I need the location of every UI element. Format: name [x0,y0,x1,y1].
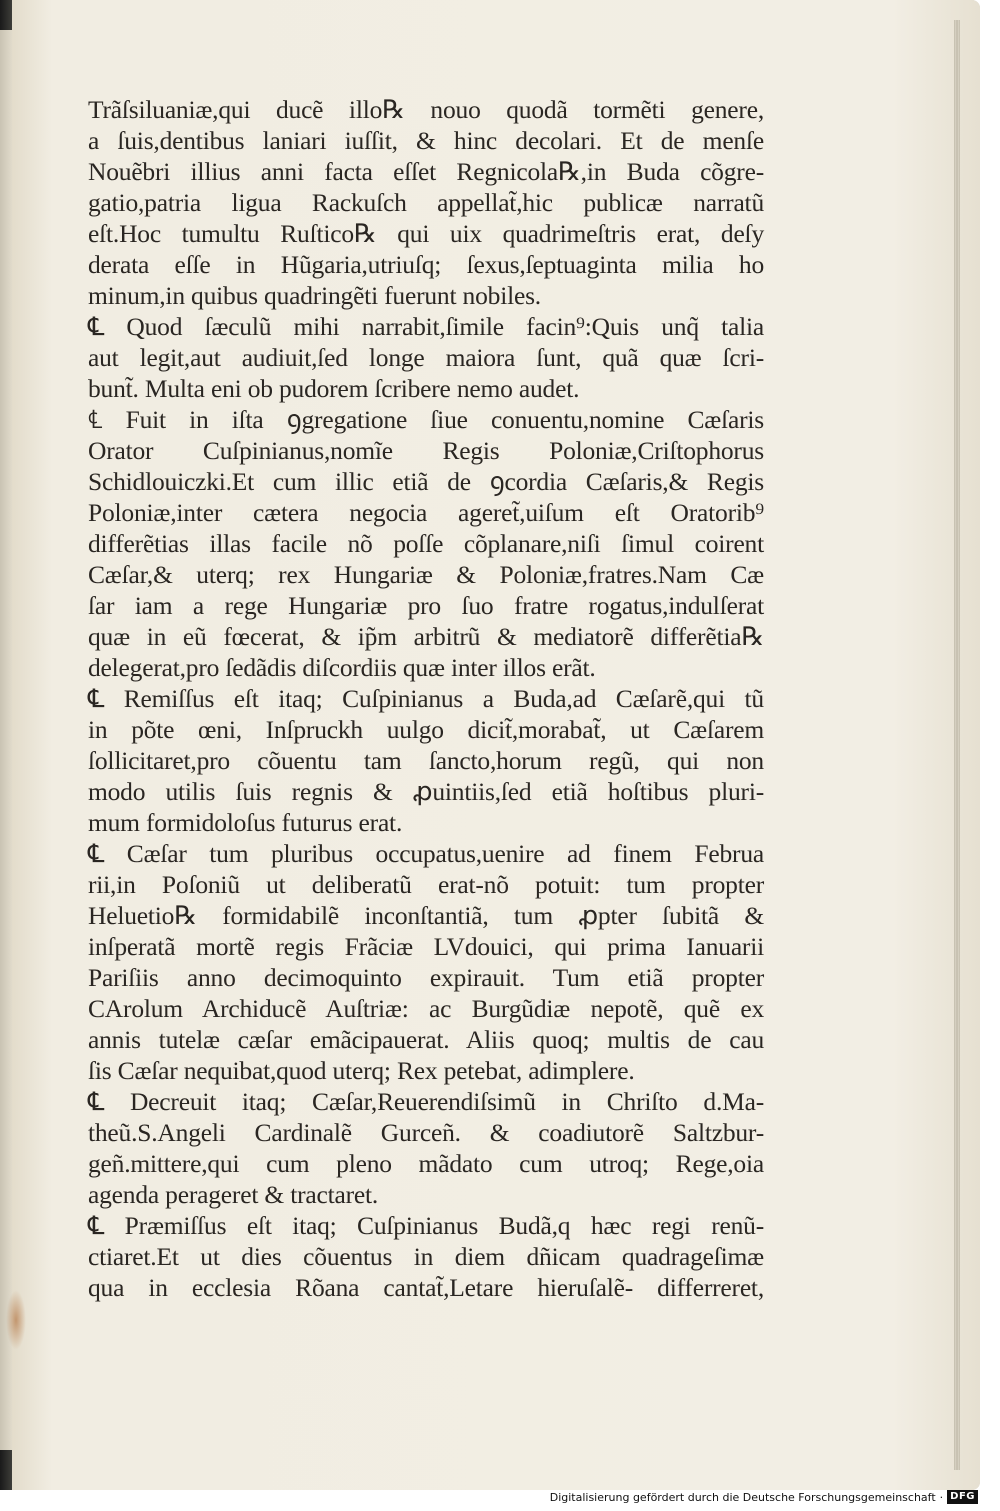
text-line: in põte œni, Inſpruckh uulgo dicit̃,morabat̃, ut Cæſarem [88,715,764,744]
text-line: ſollicitaret,pro cõuentu tam ſancto,horum regũ, qui non [88,746,764,775]
text-line: annis tutelæ cæſar emãcipauerat. Aliis quoq; multis de cau [88,1025,764,1054]
text-line: eſt.Hoc tumultu Ruſtico℞ qui uix quadrimeſtris erat, deſy [88,219,764,248]
text-line: modo utilis ſuis regnis & ꝓuintiis,ſed etiã hoſtibus pluri- [88,777,764,806]
footer-credit [550,1489,978,1505]
text-line: agenda perageret & tractaret. [88,1180,379,1209]
text-line: ſar iam a rege Hungariæ pro ſuo fratre rogatus,indulſerat [88,591,764,620]
text-line: ℄ Fuit in iſta ꝯgregatione ſiue conuentu,nomine Cæſaris [88,405,764,434]
text-line: ℄ Præmiſſus eſt itaq; Cuſpinianus Budã,q hæc regi renũ- [88,1211,764,1240]
text-line: ℄ Quod ſæculũ mihi narrabit,ſimile facin⁹:Quis unq̃ talia [88,312,764,341]
text-line: geñ.mittere,qui cum pleno mãdato cum utroq; Rege,oia [88,1149,764,1178]
text-line: mum formidoloſus futurus erat. [88,808,403,837]
body-text [88,94,764,1303]
text-line: derata eſſe in Hũgaria,utriuſq; ſexus,ſeptuaginta milia ho [88,250,764,279]
text-line: ℄ Remiſſus eſt itaq; Cuſpinianus a Buda,ad Cæſarẽ,qui tũ [88,684,764,713]
text-line: Schidlouiczki.Et cum illic etiã de ꝯcordia Cæſaris,& Regis [88,467,764,496]
text-line: quæ in eũ fœcerat, & ip̃m arbitrũ & mediatorẽ differẽtia℞ [88,622,764,651]
text-line: theũ.S.Angeli Cardinalẽ Gurceñ. & coadiutorẽ Saltzbur- [88,1118,764,1147]
text-line: Trãſsiluaniæ,qui ducẽ illo℞ nouo quodã tormẽti genere, [88,95,764,124]
paper-stain [6,1290,26,1350]
footer-separator: · [939,1490,944,1504]
text-line: Nouẽbri illius anni facta eſſet Regnicola℞,in Buda cõgre- [88,157,764,186]
text-line: inſperatã mortẽ regis Frãciæ LVdouici, qui prima Ianuarii [88,932,764,961]
text-line: Heluetio℞ formidabilẽ inconſtantiã, tum ꝓpter ſubitã & [88,901,764,930]
text-line: ℄ Cæſar tum pluribus occupatus,uenire ad finem Februa [88,839,764,868]
text-line: gatio,patria ligua Rackuſch appellat̃,hic publicæ narratũ [88,188,764,217]
text-line: ctiaret.Et ut dies cõuentus in diem dñicam quadrageſimæ [88,1242,764,1271]
text-line: minum,in quibus quadringẽti fuerunt nobiles. [88,281,541,310]
text-line: rii,in Poſoniũ ut deliberatũ erat-nõ potuit: tum propter [88,870,764,899]
text-line: Cæſar,& uterq; rex Hungariæ & Poloniæ,fratres.Nam Cæ [88,560,764,589]
footer-text: Digitalisierung gefördert durch die Deutsche Forschungsgemeinschaft [549,1490,936,1504]
dfg-logo-icon: DFG [947,1490,978,1504]
text-line: CArolum Archiducẽ Auſtriæ: ac Burgũdiæ nepotẽ, quẽ ex [88,994,764,1023]
text-line: Poloniæ,inter cætera negocia ageret̃,uiſum eſt Oratorib⁹ [88,498,764,527]
page-edge-stack [954,20,960,1470]
text-line: differẽtias illas facile nõ poſſe cõplanare,niſi ſimul coirent [88,529,764,558]
text-line: ℄ Decreuit itaq; Cæſar,Reuerendiſsimũ in Chriſto d.Ma- [88,1087,764,1116]
text-line: Orator Cuſpinianus,nomĩe Regis Poloniæ,Criſtophorus [88,436,764,465]
text-line: ſis Cæſar nequibat,quod uterq; Rex petebat, adimplere. [88,1056,635,1085]
text-line: Pariſiis anno decimoquinto expirauit. Tum etiã propter [88,963,764,992]
text-line: delegerat,pro ſedãdis diſcordiis quæ inter illos erãt. [88,653,596,682]
text-line: aut legit,aut audiuit,ſed longe maiora ſunt, quã quæ ſcri- [88,343,764,372]
text-line: bunt̃. Multa eni ob pudorem ſcribere nemo audet. [88,374,580,403]
text-line: a ſuis,dentibus laniari iuſſit, & hinc decolari. Et de menſe [88,126,764,155]
text-line: qua in ecclesia Rõana cantat̃,Letare hieruſalẽ- differreret, [88,1273,764,1302]
